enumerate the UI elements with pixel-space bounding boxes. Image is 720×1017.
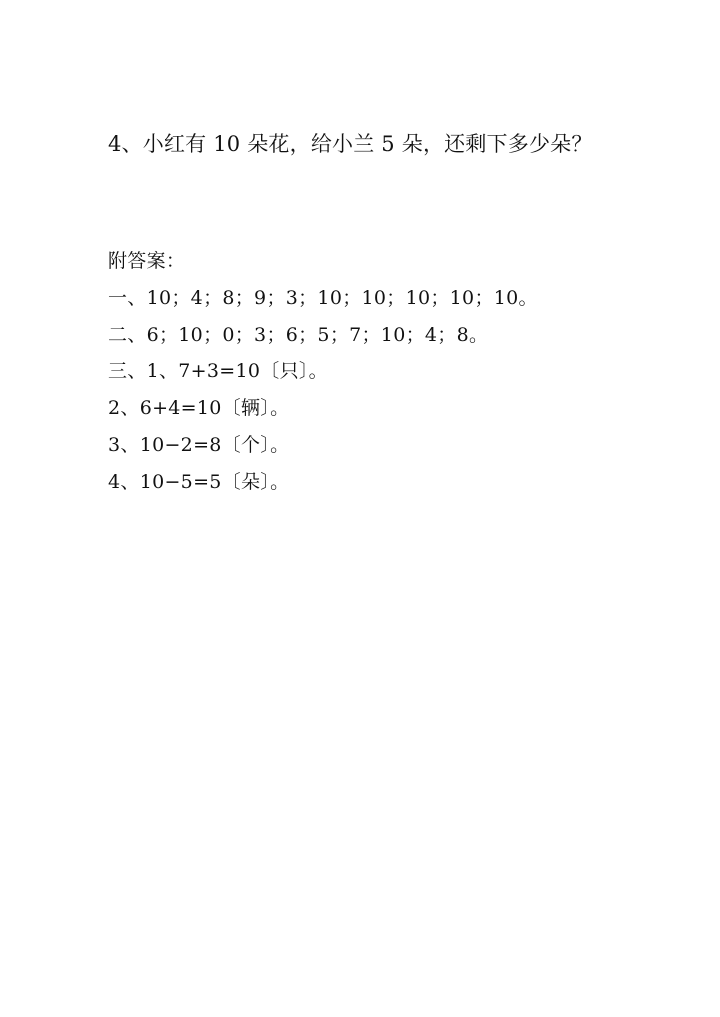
answer-section-3-item-4: 4、10−5=5〔朵〕。	[108, 470, 290, 493]
answer-section-3-item-1: 三、1、7+3=10〔只〕。	[108, 360, 328, 383]
answer-key-heading: 附答案：	[108, 250, 186, 272]
answer-section-1: 一、10；4；8；9；3；10；10；10；10；10。	[108, 286, 538, 309]
answer-section-3-item-3: 3、10−2=8〔个〕。	[108, 433, 290, 456]
answer-section-3-item-2: 2、6+4=10〔辆〕。	[108, 397, 290, 420]
question-4: 4、小红有 10 朵花，给小兰 5 朵，还剩下多少朵？	[108, 132, 593, 156]
answer-key	[108, 243, 538, 501]
answer-section-2: 二、6；10；0；3；6；5；7；10；4；8。	[108, 323, 489, 346]
